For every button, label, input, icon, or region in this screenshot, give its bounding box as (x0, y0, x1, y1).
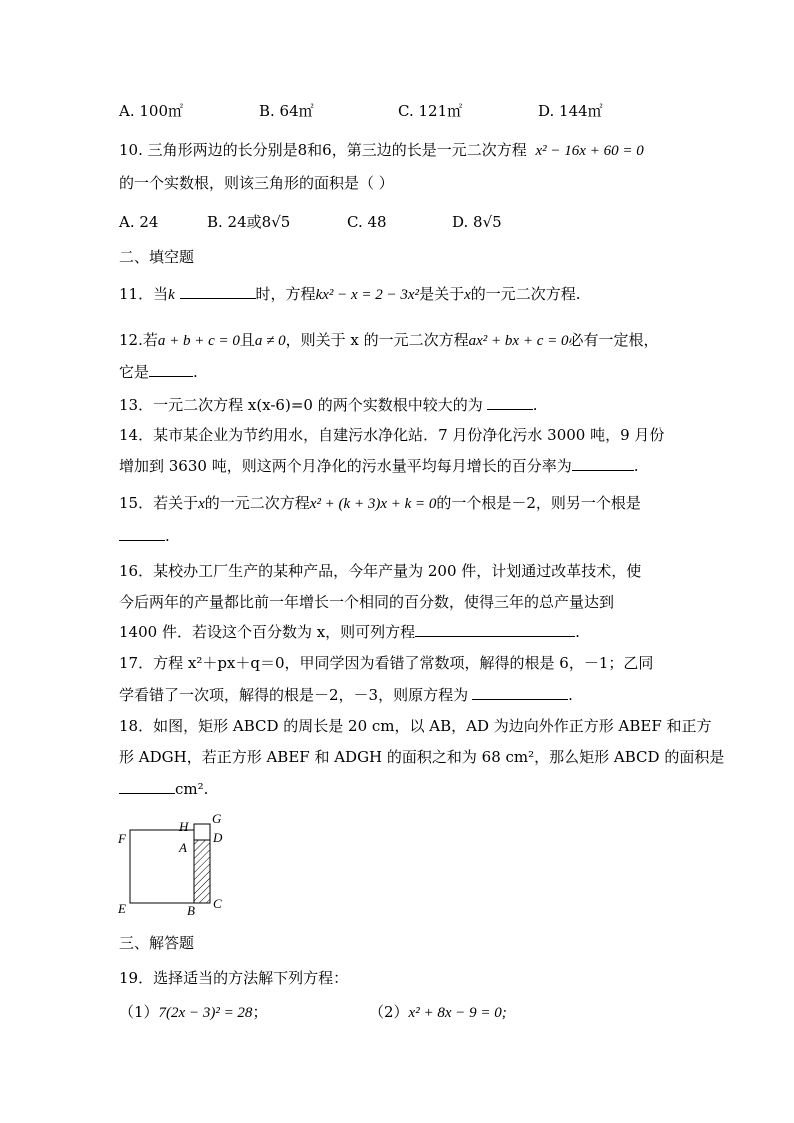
label-b: B (187, 903, 195, 918)
question-18: 18．如图，矩形 ABCD 的周长是 20 cm，以 AB，AD 为边向外作正方形 ABEF 和正方 (119, 717, 712, 735)
question-16-line2: 今后两年的产量都比前一年增长一个相同的百分数，使得三年的总产量达到 (119, 593, 615, 611)
q11-answer-blank[interactable] (180, 284, 256, 299)
label-c: C (213, 896, 222, 911)
q9-option-a: A. 100㎡ (119, 102, 183, 120)
rectangle-abcd (194, 840, 210, 903)
q15-answer-blank[interactable] (119, 526, 165, 541)
label-d: D (213, 830, 223, 845)
q10-option-a: A. 24 (119, 213, 159, 231)
q10-option-b: B. 24或8√5 (207, 213, 291, 231)
question-15-cont: . (119, 526, 170, 546)
question-12-cont: 它是 . (119, 363, 198, 381)
question-19-part1: （1）7(2x − 3)² = 28； (119, 1003, 268, 1021)
question-17: 17．方程 x²＋px＋q＝0，甲同学因为看错了常数项，解得的根是 6，－1；乙同 (119, 654, 654, 672)
label-a: A (179, 840, 187, 855)
question-10-cont: 的一个实数根，则该三角形的面积是（ ） (119, 174, 394, 192)
q9-option-c: C. 121㎡ (398, 102, 463, 120)
question-18-line2: 形 ADGH，若正方形 ABEF 和 ADGH 的面积之和为 68 cm²，那么矩形 ABCD 的面积是 (119, 748, 725, 766)
q10-equation: x² − 16x + 60 = 0 (535, 143, 644, 159)
q12-answer-blank[interactable] (149, 362, 193, 377)
rectangle-squares-figure (115, 810, 235, 920)
question-10: 10. 三角形两边的长分别是8和6，第三边的长是一元二次方程 x² − 16x + 60 = 0 (119, 141, 644, 159)
q16-answer-blank[interactable] (415, 622, 575, 637)
q13-answer-blank[interactable] (487, 395, 533, 410)
question-19: 19．选择适当的方法解下列方程： (119, 969, 349, 987)
q17-answer-blank[interactable] (472, 685, 568, 700)
q14-answer-blank[interactable] (572, 456, 634, 471)
q10-option-c: C. 48 (347, 213, 387, 231)
question-14-cont: 增加到 3630 吨，则这两个月净化的污水量平均每月增长的百分率为 . (119, 457, 639, 475)
q9-option-b: B. 64㎡ (259, 102, 314, 120)
question-16-line3: 1400 件．若设这个百分数为 x，则可列方程 . (119, 623, 580, 641)
q9-option-d: D. 144㎡ (538, 102, 603, 120)
label-e: E (118, 901, 126, 916)
square-adgh (194, 824, 210, 840)
q18-answer-blank[interactable] (119, 779, 175, 794)
question-18-cont: cm². (119, 779, 208, 799)
label-g: G (212, 811, 222, 826)
question-12: 12.若a + b + c = 0且a ≠ 0，则关于 x 的一元二次方程ax² + bx + c = 0必有一定根， (119, 331, 659, 349)
question-16: 16．某校办工厂生产的某种产品，今年产量为 200 件，计划通过改革技术，使 (119, 562, 642, 580)
q10-option-d: D. 8√5 (452, 213, 502, 231)
question-17-cont: 学看错了一次项，解得的根是－2，－3，则原方程为 . (119, 686, 573, 704)
question-14: 14．某市某企业为节约用水，自建污水净化站．7 月份净化污水 3000 吨，9 月份 (119, 426, 665, 444)
question-19-part2: （2）x² + 8x − 9 = 0; (369, 1003, 507, 1021)
question-15: 15．若关于x的一元二次方程x² + (k + 3)x + k = 0的一个根是－2，则另一个根是 (119, 494, 641, 512)
label-h: H (179, 819, 189, 834)
section-fill-in-title: 二、填空题 (119, 248, 195, 266)
question-11: 11．当k 时，方程kx² − x = 2 − 3x²是关于x的一元二次方程. (119, 285, 581, 303)
section-solve-title: 三、解答题 (119, 934, 195, 952)
label-f: F (118, 831, 126, 846)
question-13: 13．一元二次方程 x(x-6)=0 的两个实数根中较大的为 . (119, 396, 538, 414)
